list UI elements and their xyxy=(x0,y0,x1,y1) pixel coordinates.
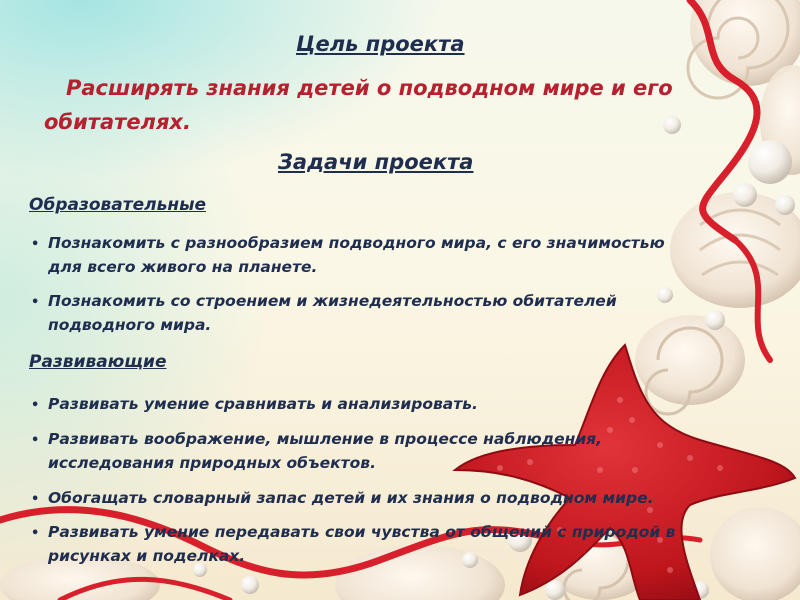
bullet-marker: • xyxy=(31,492,40,507)
bullet-text: Познакомить со строением и жизнедеятельностью обитателей xyxy=(48,292,617,310)
bullet-marker: • xyxy=(31,295,40,310)
bullet-text: Развивать умение передавать свои чувства от общений с природой в xyxy=(48,523,676,541)
bullet-text: Развивать воображение, мышление в процессе наблюдения, xyxy=(48,430,603,448)
tasks-heading: Задачи проекта xyxy=(278,150,474,174)
section-title-educational: Образовательные xyxy=(29,195,206,215)
bullet-text-cont: для всего живого на планете. xyxy=(48,258,318,276)
section-title-developing: Развивающие xyxy=(29,352,167,372)
bullet-text: Развивать умение сравнивать и анализировать. xyxy=(48,395,478,413)
bullet-marker: • xyxy=(31,526,40,541)
goal-text-line-2: обитателях. xyxy=(44,110,191,134)
bullet-marker: • xyxy=(31,433,40,448)
bullet-marker: • xyxy=(31,237,40,252)
bullet-text-cont: исследования природных объектов. xyxy=(48,454,376,472)
bullet-text: Обогащать словарный запас детей и их знания о подводном мире. xyxy=(48,489,654,507)
bullet-marker: • xyxy=(31,398,40,413)
bullet-text-cont: рисунках и поделках. xyxy=(48,547,246,565)
bullet-text: Познакомить с разнообразием подводного мира, с его значимостью xyxy=(48,234,665,252)
bullet-text-cont: подводного мира. xyxy=(48,316,212,334)
goal-heading: Цель проекта xyxy=(296,32,465,56)
goal-text-line-1: Расширять знания детей о подводном мире и его xyxy=(66,76,673,100)
